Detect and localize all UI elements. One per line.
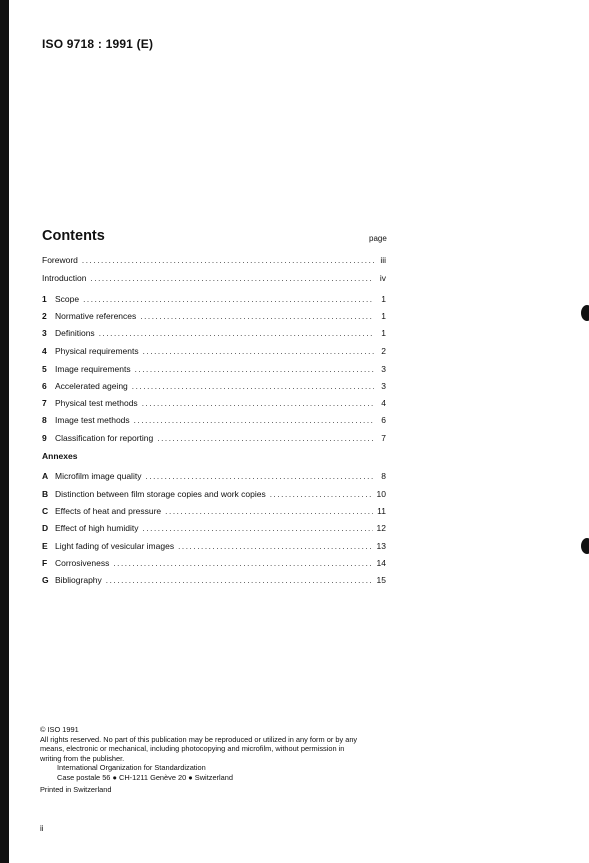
toc-entry-introduction — [42, 272, 386, 284]
binding-hole-mark — [581, 538, 589, 554]
toc-entry-annex — [42, 470, 386, 482]
toc-entry-number: 1 — [42, 294, 47, 304]
toc-entry-annex — [42, 488, 386, 500]
rights-text: All rights reserved. No part of this publication may be reproduced or utilized in any form or by any — [40, 734, 358, 744]
toc-entry-title: Accelerated ageing — [55, 381, 128, 391]
toc-leader-dots — [178, 541, 372, 553]
toc-entry-page: iii — [380, 255, 386, 265]
toc-leader-dots — [82, 255, 374, 267]
toc-entry-page: 1 — [381, 328, 386, 338]
toc-entry-clause — [42, 345, 386, 357]
toc-entry-title: Effect of high humidity — [55, 523, 139, 533]
toc-entry-page: 1 — [381, 294, 386, 304]
toc-entry-page: 11 — [377, 506, 386, 516]
standard-identifier: ISO 9718 : 1991 (E) — [42, 37, 154, 51]
toc-entry-number: 3 — [42, 328, 47, 338]
contents-title: Contents — [42, 228, 105, 244]
binding-hole-mark — [581, 305, 589, 321]
toc-entry-title: Physical requirements — [55, 346, 139, 356]
toc-leader-dots — [90, 273, 374, 285]
toc-entry-title: Distinction between film storage copies and work copies — [55, 489, 266, 499]
toc-leader-dots — [135, 364, 374, 376]
toc-entry-number: C — [42, 506, 49, 516]
toc-entry-page: 15 — [376, 575, 386, 585]
toc-entry-number: G — [42, 575, 49, 585]
toc-entry-clause — [42, 363, 386, 375]
toc-leader-dots — [132, 381, 374, 393]
rights-text: means, electronic or mechanical, including photocopying and microfilm, without permission in — [40, 744, 345, 754]
toc-entry-number: 8 — [42, 415, 47, 425]
toc-entry-page: iv — [379, 273, 386, 283]
toc-entry-title: Bibliography — [55, 575, 102, 585]
toc-entry-title: Normative references — [55, 311, 137, 321]
toc-entry-title: Introduction — [42, 273, 87, 283]
copyright-notice — [40, 725, 390, 794]
toc-leader-dots — [143, 346, 374, 358]
toc-entry-clause — [42, 327, 386, 339]
toc-entry-annex — [42, 540, 386, 552]
printed-in: Printed in Switzerland — [40, 784, 112, 794]
toc-entry-title: Image test methods — [55, 415, 130, 425]
toc-entry-number: F — [42, 558, 48, 568]
toc-entry-title: Foreword — [42, 255, 78, 265]
annexes-heading: Annexes — [42, 451, 78, 461]
toc-entry-title: Physical test methods — [55, 398, 138, 408]
toc-entry-page: 3 — [381, 364, 386, 374]
rights-text: writing from the publisher. — [40, 753, 125, 763]
toc-entry-number: D — [42, 523, 49, 533]
toc-entry-clause — [42, 414, 386, 426]
copyright-line: © ISO 1991 — [40, 725, 79, 734]
toc-entry-page: 10 — [376, 489, 386, 499]
toc-leader-dots — [157, 433, 374, 445]
toc-entry-page: 6 — [381, 415, 386, 425]
toc-leader-dots — [165, 506, 373, 518]
toc-leader-dots — [140, 311, 374, 323]
toc-entry-annex — [42, 505, 386, 517]
toc-entry-title: Scope — [55, 294, 80, 304]
toc-entry-number: 6 — [42, 381, 47, 391]
toc-entry-title: Light fading of vesicular images — [55, 541, 175, 551]
toc-entry-page: 1 — [381, 311, 386, 321]
toc-entry-foreword — [42, 254, 386, 266]
toc-entry-annex — [42, 557, 386, 569]
toc-entry-page: 4 — [381, 398, 386, 408]
toc-entry-page: 13 — [376, 541, 386, 551]
toc-entry-number: 5 — [42, 364, 47, 374]
toc-leader-dots — [106, 575, 373, 587]
toc-entry-number: A — [42, 471, 49, 481]
toc-leader-dots — [134, 415, 374, 427]
publisher-name: International Organization for Standardization — [57, 763, 206, 773]
page-number: ii — [40, 824, 44, 833]
toc-entry-clause — [42, 293, 386, 305]
toc-entry-page: 14 — [376, 558, 386, 568]
toc-entry-annex — [42, 574, 386, 586]
toc-entry-title: Microfilm image quality — [55, 471, 142, 481]
toc-entry-number: 4 — [42, 346, 47, 356]
toc-entry-number: E — [42, 541, 48, 551]
toc-entry-clause — [42, 432, 386, 444]
toc-leader-dots — [142, 523, 372, 535]
toc-leader-dots — [99, 328, 374, 340]
toc-leader-dots — [113, 558, 372, 570]
toc-entry-page: 2 — [381, 346, 386, 356]
toc-leader-dots — [142, 398, 374, 410]
toc-leader-dots — [270, 489, 373, 501]
toc-entry-number: B — [42, 489, 49, 499]
toc-entry-page: 8 — [381, 471, 386, 481]
toc-entry-title: Effects of heat and pressure — [55, 506, 162, 516]
toc-entry-title: Image requirements — [55, 364, 131, 374]
toc-entry-title: Corrosiveness — [55, 558, 110, 568]
publisher-address: Case postale 56 ● CH-1211 Genève 20 ● Switzerland — [57, 772, 233, 782]
toc-entry-page: 12 — [376, 523, 386, 533]
toc-entry-number: 2 — [42, 311, 47, 321]
scan-edge-bar — [0, 0, 9, 863]
toc-entry-clause — [42, 310, 386, 322]
toc-entry-page: 3 — [381, 381, 386, 391]
toc-entry-clause — [42, 380, 386, 392]
toc-entry-page: 7 — [381, 433, 386, 443]
toc-entry-title: Definitions — [55, 328, 95, 338]
toc-entry-clause — [42, 397, 386, 409]
toc-leader-dots — [145, 471, 374, 483]
toc-entry-number: 9 — [42, 433, 47, 443]
toc-entry-number: 7 — [42, 398, 47, 408]
toc-entry-title: Classification for reporting — [55, 433, 154, 443]
toc-leader-dots — [83, 294, 374, 306]
toc-entry-annex — [42, 522, 386, 534]
page-column-label: page — [369, 234, 387, 243]
